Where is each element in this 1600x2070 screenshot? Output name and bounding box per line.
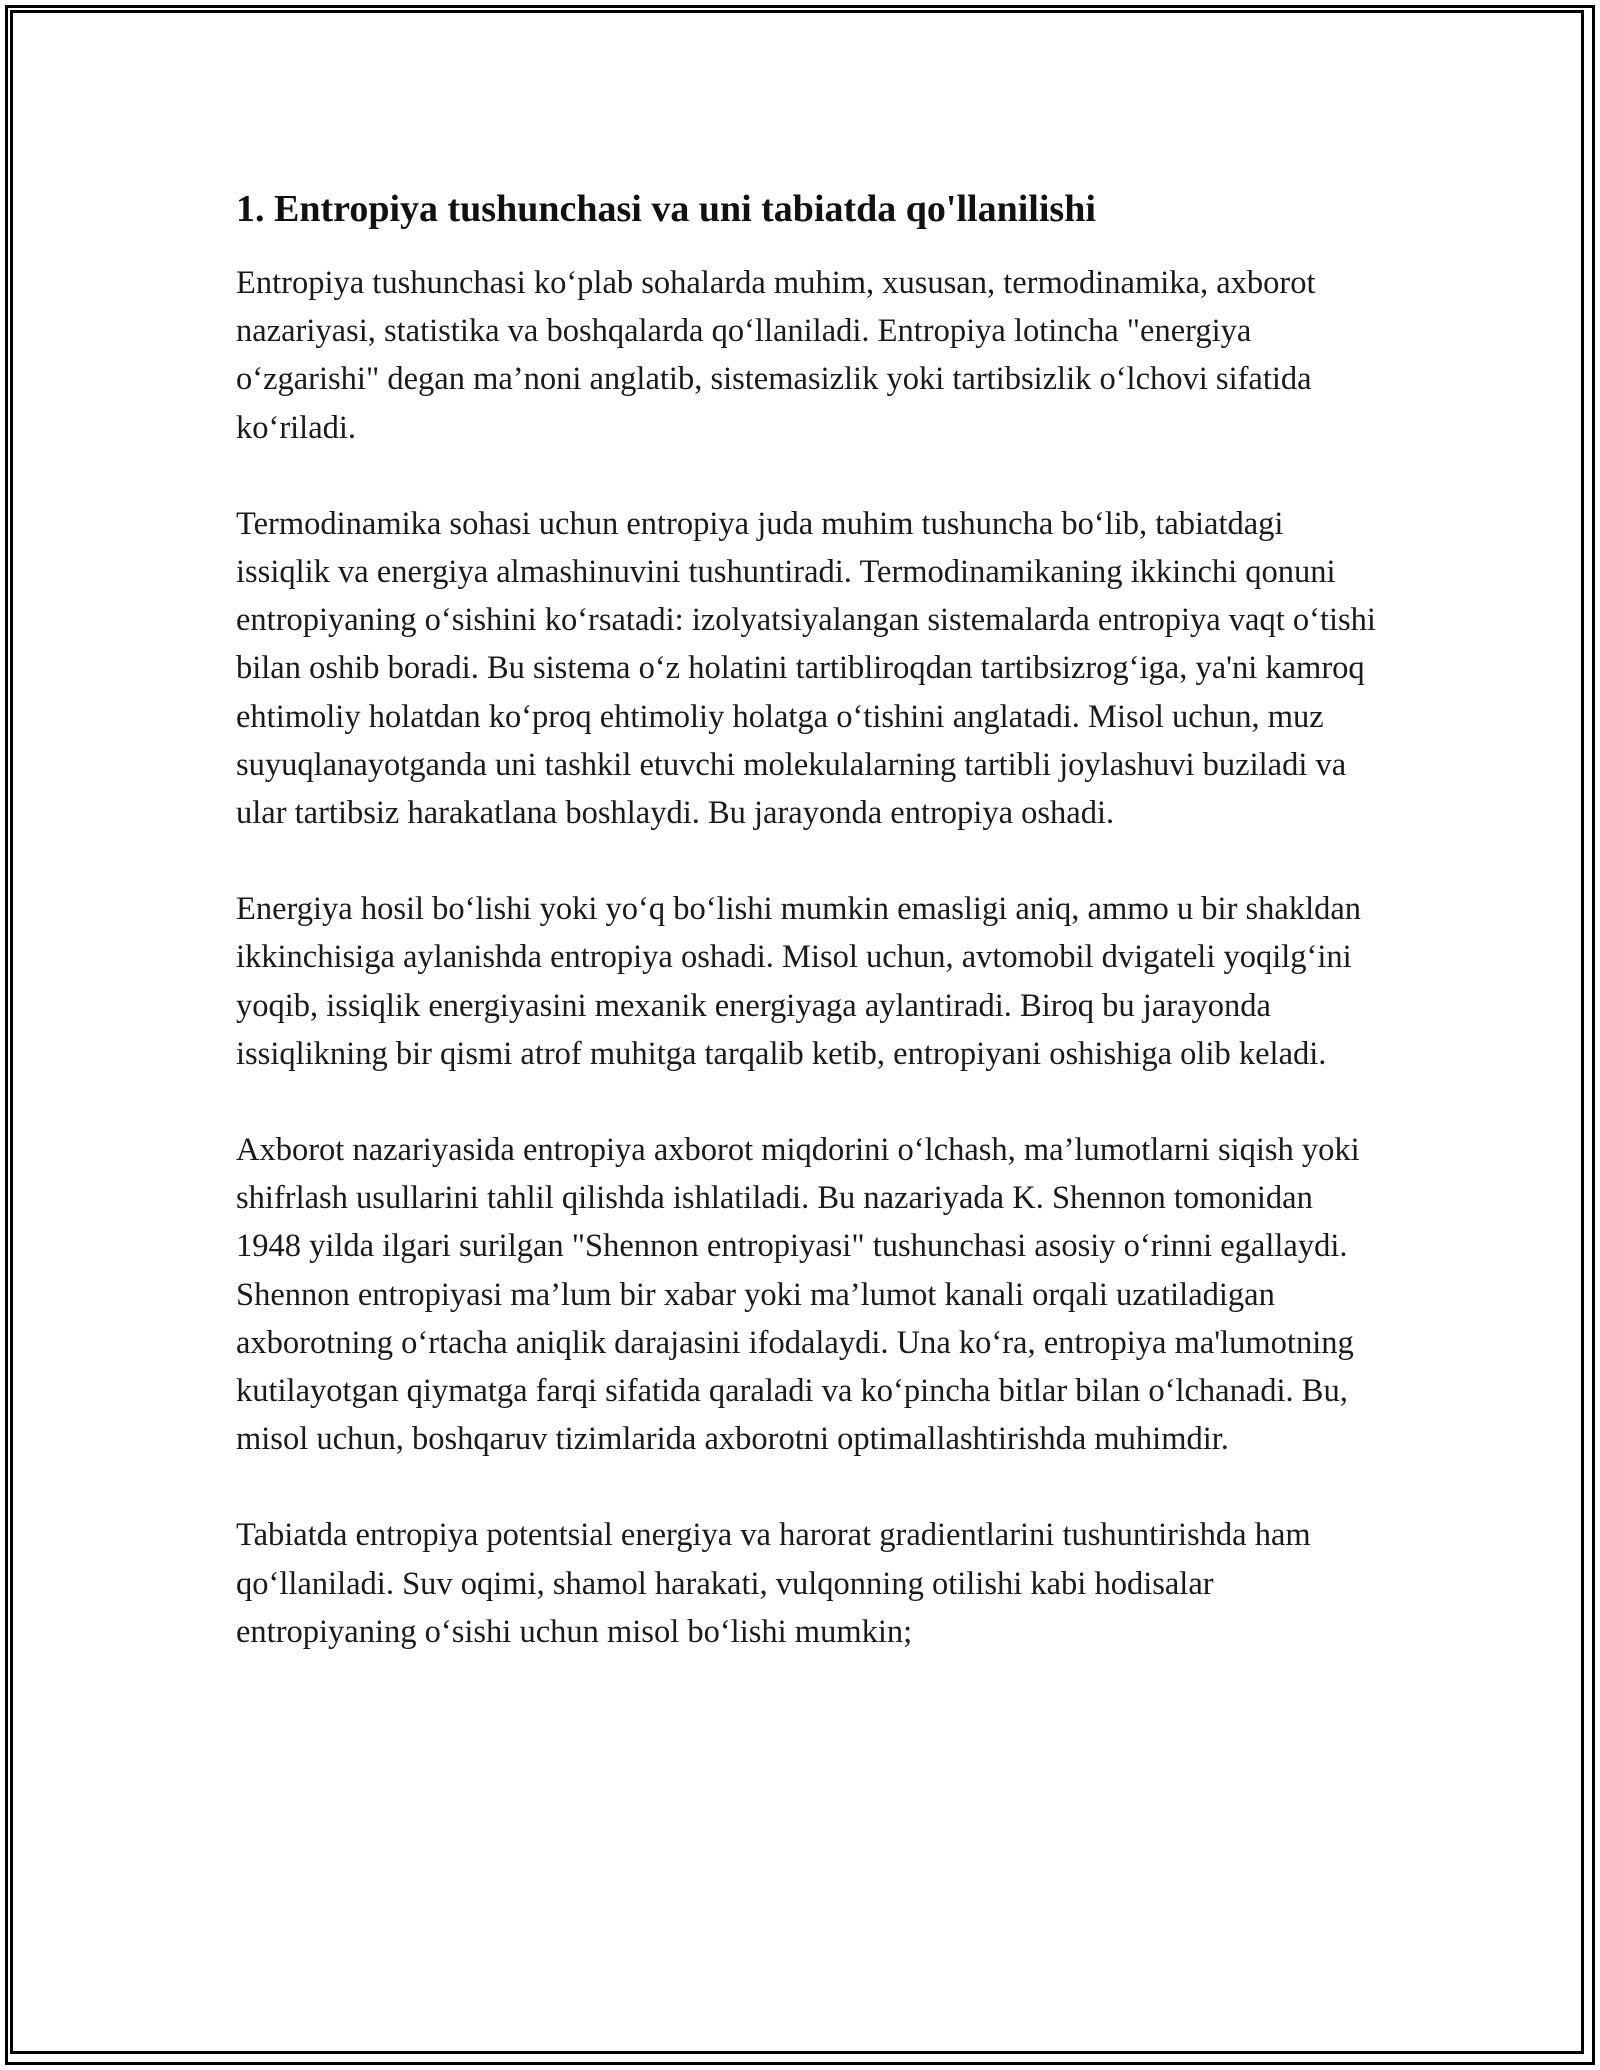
paragraph-thermodynamics: Termodinamika sohasi uchun entropiya juda muhim tushuncha bo‘lib, tabiatdagi issiqlik va energiya almashinuvini tushuntiradi. Termodinamikaning ikkinchi qonuni entropiyaning o‘sishini ko‘rsatadi: izolyatsiyalangan sistemalarda entropiya vaqt o‘tishi bilan oshib boradi. Bu sistema o‘z holatini tartibliroqdan tartibsizrog‘iga, ya'ni kamroq ehtimoliy holatdan ko‘proq ehtimoliy holatga o‘tishini anglatadi. Misol uchun, muz suyuqlanayotganda uni tashkil etuvchi molekulalarning tartibli joylashuvi buziladi va ular tartibsiz harakatlana boshlaydi. Bu jarayonda entropiya oshadi. [236,505,1376,832]
paragraph-energy-conversion: Energiya hosil bo‘lishi yoki yo‘q bo‘lishi mumkin emasligi aniq, ammo u bir shakldan ikkinchisiga aylanishda entropiya oshadi. Misol uchun, avtomobil dvigateli yoqilg‘ini yoqib, issiqlik energiyasini mexanik energiyaga aylantiradi. Biroq bu jarayonda issiqlikning bir qismi atrof muhitga tarqalib ketib, entropiyani oshishiga olib keladi. [236,891,1362,1072]
paragraph-information-theory: Axborot nazariyasida entropiya axborot miqdorini o‘lchash, ma’lumotlarni siqish yoki shifrlash usullarini tahlil qilishda ishlatiladi. Bu nazariyada K. Shennon tomonidan 1948 yilda ilgari surilgan "Shennon entropiyasi" tushunchasi asosiy o‘rinni egallaydi. Shennon entropiyasi ma’lum bir xabar yoki ma’lumot kanali orqali uzatiladigan axborotning o‘rtacha aniqlik darajasini ifodalaydi. Una ko‘ra, entropiya ma'lumotning kutilayotgan qiymatga farqi sifatida qaraladi va ko‘pincha bitlar bilan o‘lchanadi. Bu, misol uchun, boshqaruv tizimlarida axborotni optimallashtirishda muhimdir. [236,1132,1360,1458]
paragraph-intro: Entropiya tushunchasi ko‘plab sohalarda muhim, xususan, termodinamika, axborot nazariyasi, statistika va boshqalarda qo‘llaniladi. Entropiya lotincha "energiya o‘zgarishi" degan ma’noni anglatib, sistemasizlik yoki tartibsizlik o‘lchovi sifatida ko‘riladi. [236,265,1316,446]
document-body [236,183,1376,1704]
paragraph-nature: Tabiatda entropiya potentsial energiya va harorat gradientlarini tushuntirishda ham qo‘llaniladi. Suv oqimi, shamol harakati, vulqonning otilishi kabi hodisalar entropiyaning o‘sishi uchun misol bo‘lishi mumkin; [236,1517,1311,1650]
section-heading: 1. Entropiya tushunchasi va uni tabiatda qo'llanilishi [236,188,1096,230]
